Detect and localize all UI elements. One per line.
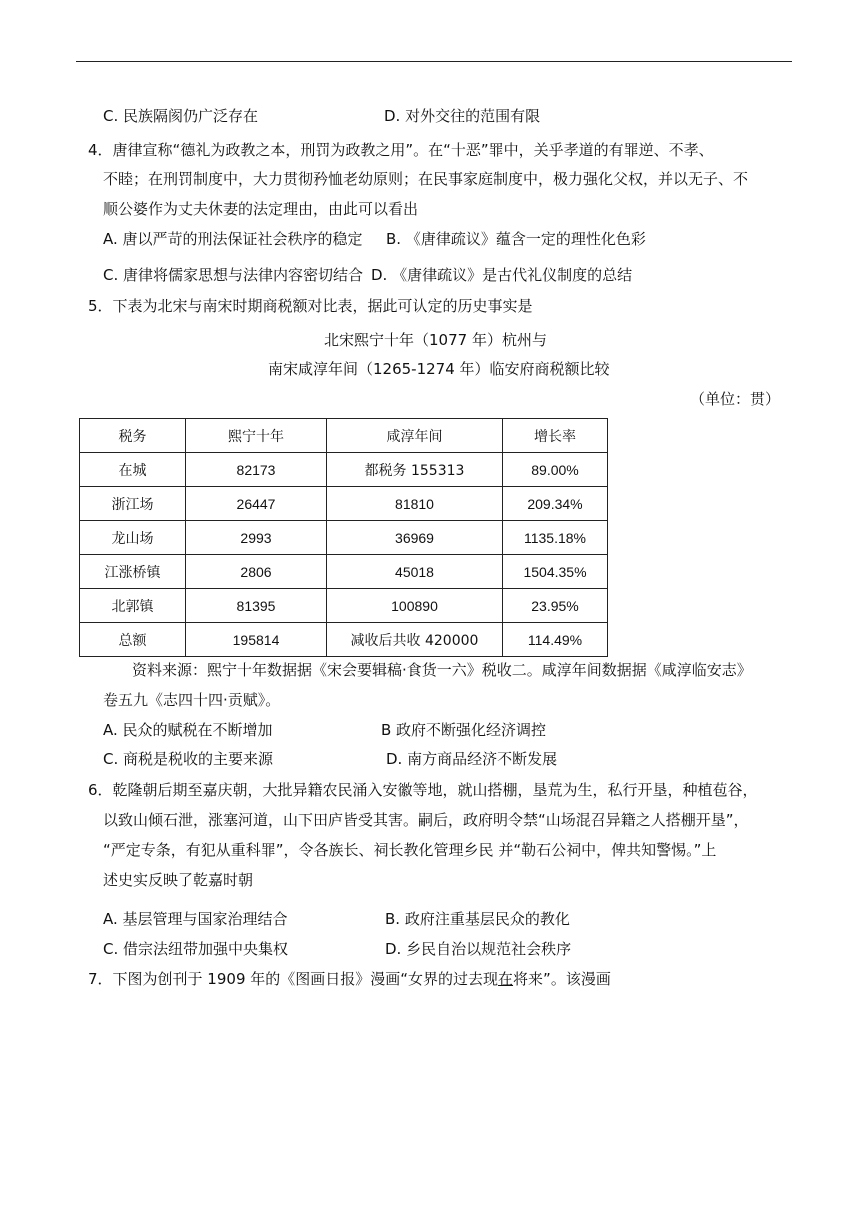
q3-option-d: D. 对外交往的范围有限 [384,107,541,125]
table-title-line-2: 南宋咸淳年间（1265-1274 年）临安府商税额比较 [268,360,610,378]
table-cell: 2993 [186,521,327,555]
q6-option-a: A. 基层管理与国家治理结合 [103,910,288,928]
table-cell: 减收后共收 420000 [327,623,503,657]
table-cell: 都税务 155313 [327,453,503,487]
table-cell: 89.00% [503,453,608,487]
q5-option-d: D. 南方商品经济不断发展 [386,750,558,768]
table-cell: 81810 [327,487,503,521]
table-cell: 总额 [80,623,186,657]
q3-option-c: C. 民族隔阂仍广泛存在 [103,107,259,125]
q6-stem-line-1: 6．乾隆朝后期至嘉庆朝，大批异籍农民涌入安徽等地，就山搭棚，垦荒为生，私行开垦，种植苞谷， [88,781,758,799]
table-header-row [80,419,608,453]
table-header-cell: 增长率 [503,419,608,453]
table-cell: 100890 [327,589,503,623]
header-rule [76,61,792,62]
table-cell: 195814 [186,623,327,657]
q6-stem-line-3: “严定专条，有犯从重科罪”，令各族长、祠长教化管理乡民 并“勒石公祠中，俾共知警惕。”上 [103,841,717,859]
table-cell: 23.95% [503,589,608,623]
q7-stem-part-2: 将来”。该漫画 [513,970,611,988]
tax-comparison-table [79,418,608,657]
q5-option-a: A. 民众的赋税在不断增加 [103,721,273,739]
q4-option-b: B. 《唐律疏议》蕴含一定的理性化色彩 [386,230,646,248]
q6-option-c: C. 借宗法纽带加强中央集权 [103,940,289,958]
q6-option-b: B. 政府注重基层民众的教化 [385,910,570,928]
table-header-cell: 熙宁十年 [186,419,327,453]
q5-option-c: C. 商税是税收的主要来源 [103,750,274,768]
q7-stem [88,969,611,989]
table-source-line-1: 资料来源：熙宁十年数据据《宋会要辑稿·食货一六》税收二。咸淳年间数据据《咸淳临安志》 [132,661,752,679]
table-cell: 2806 [186,555,327,589]
q4-stem-line-2: 不睦；在刑罚制度中，大力贯彻矜恤老幼原则；在民事家庭制度中，极力强化父权，并以无子、不 [103,170,749,188]
table-cell: 81395 [186,589,327,623]
table-cell: 1504.35% [503,555,608,589]
table-cell: 江涨桥镇 [80,555,186,589]
q4-stem-line-1: 4．唐律宣称“德礼为政教之本，刑罚为政教之用”。在“十恶”罪中，关乎孝道的有罪逆、不孝、 [88,141,714,159]
table-cell: 北郭镇 [80,589,186,623]
table-cell: 龙山场 [80,521,186,555]
table-row [80,623,608,657]
table-cell: 在城 [80,453,186,487]
table-row [80,589,608,623]
table-row [80,487,608,521]
table-cell: 1135.18% [503,521,608,555]
table-cell: 45018 [327,555,503,589]
table-cell: 82173 [186,453,327,487]
table-header-cell: 税务 [80,419,186,453]
table-cell: 浙江场 [80,487,186,521]
q7-stem-part-1: 7．下图为创刊于 1909 年的《图画日报》漫画“女界的过去现 [88,970,499,988]
q6-stem-line-4: 述史实反映了乾嘉时朝 [103,871,254,889]
table-cell: 36969 [327,521,503,555]
table-title-line-1: 北宋熙宁十年（1077 年）杭州与 [324,331,547,349]
table-unit: （单位：贯） [690,390,781,408]
q5-option-b: B 政府不断强化经济调控 [381,721,547,739]
table-cell: 114.49% [503,623,608,657]
q4-option-a: A. 唐以严苛的刑法保证社会秩序的稳定 [103,230,363,248]
q5-stem: 5．下表为北宋与南宋时期商税额对比表，据此可认定的历史事实是 [88,297,533,315]
table-cell: 209.34% [503,487,608,521]
table-header-cell: 咸淳年间 [327,419,503,453]
table-row [80,555,608,589]
q4-stem-line-3: 顺公婆作为丈夫休妻的法定理由，由此可以看出 [103,200,419,218]
q4-option-c: C. 唐律将儒家思想与法律内容密切结合 [103,266,364,284]
table-source-line-2: 卷五九《志四十四·贡赋》。 [103,691,281,709]
q6-option-d: D. 乡民自治以规范社会秩序 [385,940,572,958]
q6-stem-line-2: 以致山倾石泄，涨塞河道，山下田庐皆受其害。嗣后，政府明令禁“山场混召异籍之人搭棚开垦”， [103,811,749,829]
q4-option-d: D. 《唐律疏议》是古代礼仪制度的总结 [371,266,633,284]
q7-stem-emphasis: 在 [498,970,514,988]
table-row [80,453,608,487]
table-cell: 26447 [186,487,327,521]
table-row [80,521,608,555]
